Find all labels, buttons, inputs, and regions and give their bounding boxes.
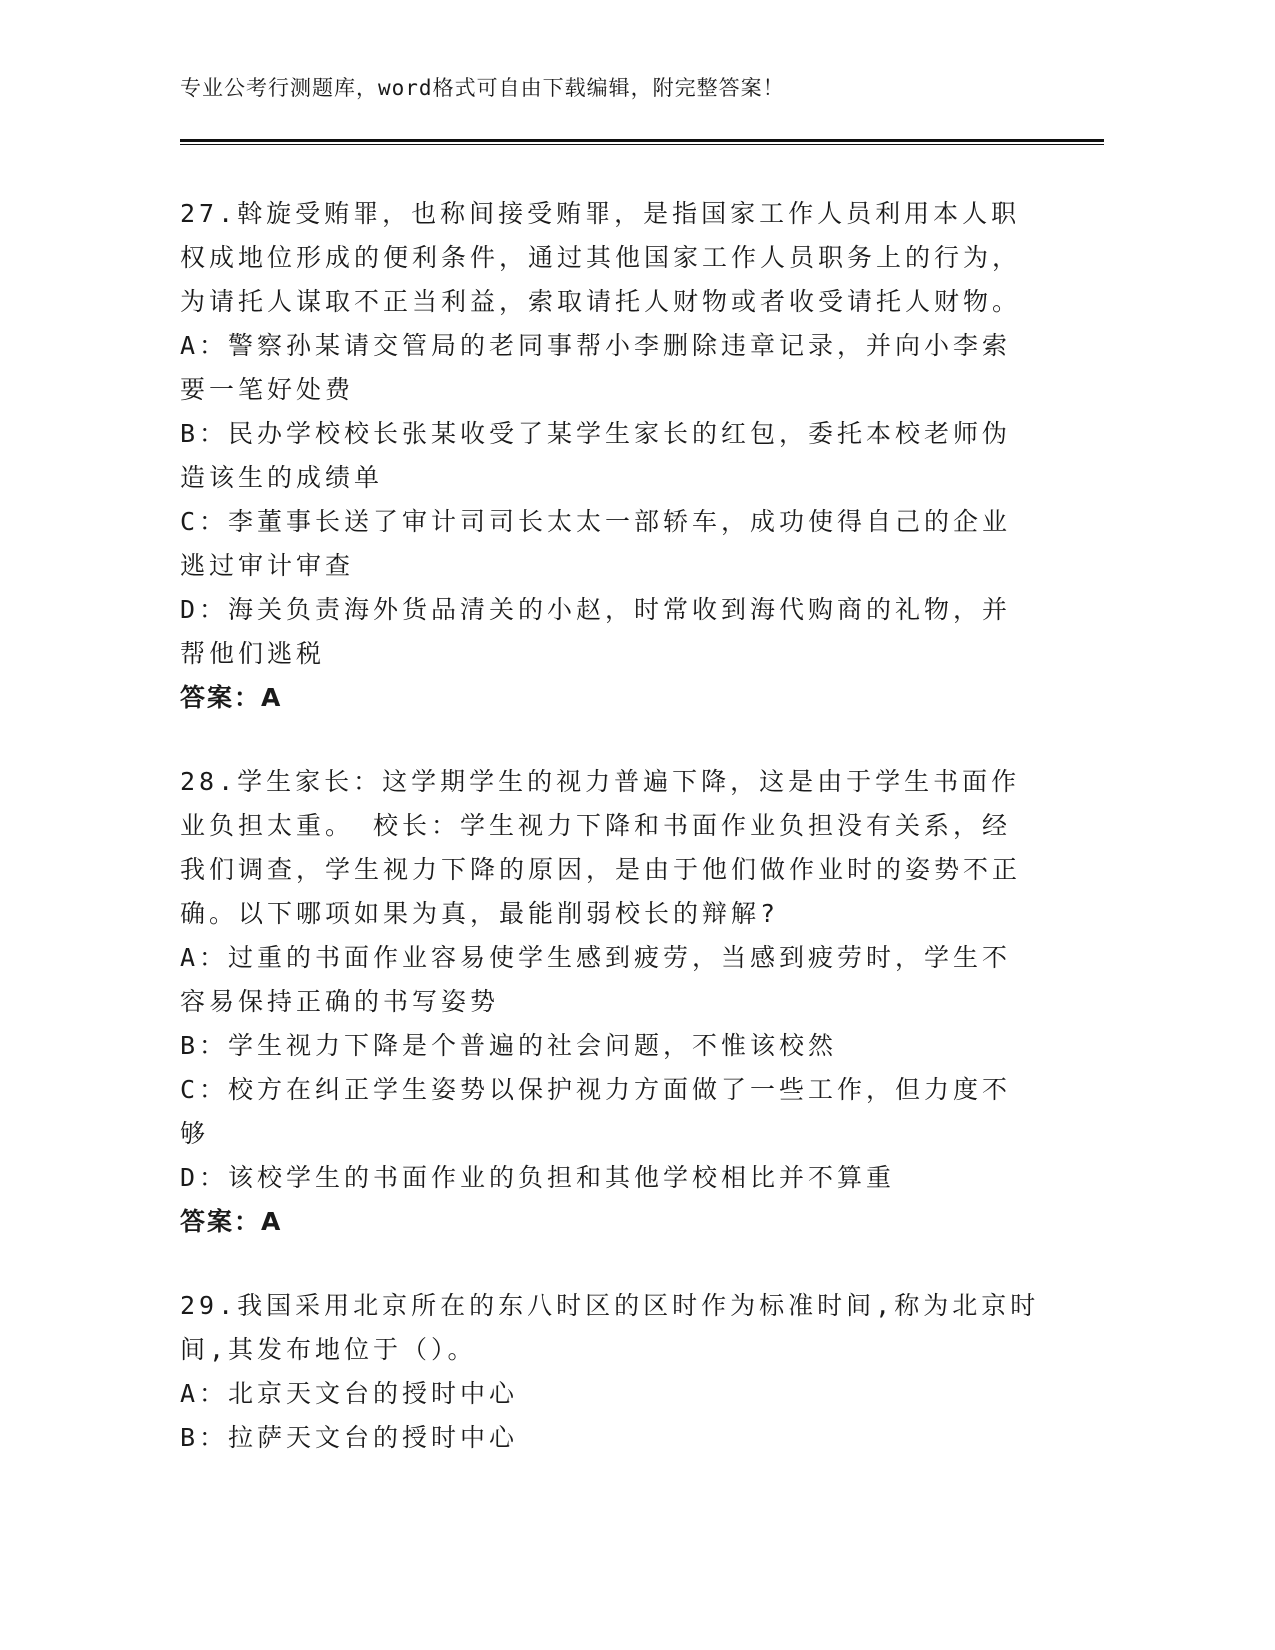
option-b: B：拉萨天文台的授时中心 (180, 1423, 519, 1452)
header-text: 专业公考行测题库，word格式可自由下载编辑，附完整答案！ (180, 76, 785, 100)
option-a: A：过重的书面作业容易使学生感到疲劳，当感到疲劳时，学生不容易保持正确的书写姿势 (180, 943, 1012, 1016)
option-b: B：学生视力下降是个普遍的社会问题，不惟该校然 (180, 1031, 838, 1060)
question-29 (180, 1284, 1040, 1460)
option-c: C：李董事长送了审计司司长太太一部轿车，成功使得自己的企业逃过审计审查 (180, 507, 1012, 580)
option-d: D：海关负责海外货品清关的小赵，时常收到海代购商的礼物，并帮他们逃税 (180, 595, 1012, 668)
answer: 答案：A (180, 1207, 283, 1236)
option-c: C：校方在纠正学生姿势以保护视力方面做了一些工作，但力度不够 (180, 1075, 1012, 1148)
option-b: B：民办学校校长张某收受了某学生家长的红包，委托本校老师伪造该生的成绩单 (180, 419, 1012, 492)
option-d: D：该校学生的书面作业的负担和其他学校相比并不算重 (180, 1163, 896, 1192)
question-text: 27.斡旋受贿罪，也称间接受贿罪，是指国家工作人员利用本人职权成地位形成的便利条件，通过其他国家工作人员职务上的行为，为请托人谋取不正当利益，索取请托人财物或者收受请托人财物。 (180, 199, 1022, 316)
option-a: A：警察孙某请交管局的老同事帮小李删除违章记录，并向小李索要一笔好处费 (180, 331, 1012, 404)
question-list (180, 192, 1040, 1500)
question-text: 28.学生家长：这学期学生的视力普遍下降，这是由于学生书面作业负担太重。 校长：学生视力下降和书面作业负担没有关系，经我们调查，学生视力下降的原因，是由于他们做作业时的姿势不正确。以下哪项如果为真，最能削弱校长的辩解? (180, 767, 1022, 928)
header-rule-thick (180, 139, 1104, 142)
option-a: A：北京天文台的授时中心 (180, 1379, 519, 1408)
question-27 (180, 192, 1040, 720)
question-text: 29.我国采用北京所在的东八时区的区时作为标准时间,称为北京时间,其发布地位于（）。 (180, 1291, 1040, 1364)
question-28 (180, 760, 1040, 1244)
header-rule-thin (180, 144, 1104, 145)
answer: 答案：A (180, 683, 283, 712)
